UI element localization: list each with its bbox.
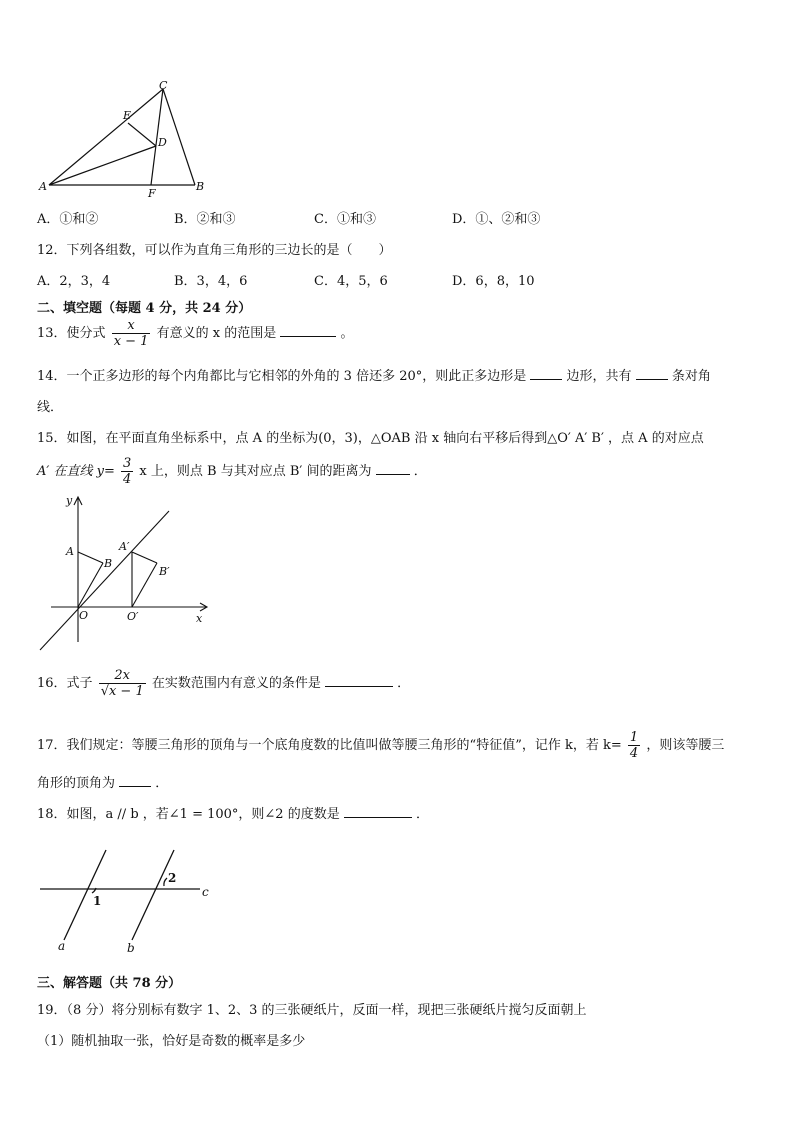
q18-text: 18．如图，a // b ，若∠1 = 100°，则∠2 的度数是 [37, 807, 340, 822]
question-18 [37, 803, 429, 822]
q17-answer-blank[interactable] [119, 786, 151, 787]
q16-answer-blank[interactable] [325, 686, 393, 687]
point-label-B: B [104, 557, 113, 570]
q17-denominator: 4 [629, 746, 639, 761]
q16-fraction [99, 668, 146, 699]
label-B: B [196, 180, 205, 193]
q19-stem: 19．（8 分）将分别标有数字 1、2、3 的三张硬纸片，反面一样，现把三张硬纸片搅匀反面朝上 [37, 1003, 587, 1018]
q14-line2: 线． [37, 400, 64, 415]
q16-numerator: 2x [114, 668, 131, 683]
q15-fraction [121, 456, 133, 487]
label-A: A [39, 180, 47, 193]
q13-answer-blank[interactable] [280, 336, 336, 337]
q13-pre: 13．使分式 [37, 326, 106, 341]
line-label-c: c [202, 885, 209, 899]
q13-post: 有意义的 x 的范围是 [156, 326, 277, 341]
q15-denominator: 4 [122, 472, 132, 487]
q11-option-b[interactable]: B．②和③ [174, 212, 236, 227]
q19-part1: （1）随机抽取一张，恰好是奇数的概率是多少 [37, 1034, 306, 1049]
question-17 [37, 730, 724, 761]
axis-label-y: y [66, 494, 73, 507]
q13-fraction [112, 318, 151, 349]
coordinate-figure [36, 492, 216, 654]
q11-option-d[interactable]: D．①、②和③ [452, 212, 541, 227]
question-17-line2 [37, 772, 168, 791]
label-C: C [159, 79, 168, 92]
axis-label-x: x [196, 612, 203, 625]
q14-text-a: 14．一个正多边形的每个内角都比与它相邻的外角的 3 倍还多 20°，则此正多边形是 [37, 369, 527, 384]
q18-end: ． [415, 807, 429, 822]
q15-text-a: A′ 在直线 y= [37, 464, 115, 479]
q15-end: ． [413, 464, 427, 479]
q14-blank-1[interactable] [530, 379, 562, 380]
angle-label-2: 2 [168, 871, 177, 885]
point-label-A: A [66, 545, 74, 558]
q12-option-c[interactable]: C．4，5，6 [314, 274, 388, 289]
q11-option-c[interactable]: C．①和③ [314, 212, 376, 227]
section-answer-heading: 三、解答题（共 78 分） [37, 976, 182, 991]
q16-end: ． [397, 676, 411, 691]
q17-fraction [628, 730, 640, 761]
label-F: F [148, 187, 156, 200]
q17-text-b: ，则该等腰三 [646, 738, 725, 753]
q12-stem: 12．下列各组数，可以作为直角三角形的三边长的是（ ） [37, 243, 392, 258]
angle-label-1: 1 [93, 894, 102, 908]
point-label-A-prime: A′ [119, 540, 130, 553]
label-E: E [123, 109, 132, 122]
q13-end: 。 [340, 326, 354, 341]
q15-numerator: 3 [122, 456, 132, 471]
point-label-B-prime: B′ [159, 565, 170, 578]
q11-option-a[interactable]: A．①和② [37, 212, 99, 227]
triangle-figure [35, 78, 215, 200]
q14-text-c: 条对角 [671, 369, 711, 384]
q14-text-b: 边形，共有 [566, 369, 632, 384]
label-D: D [158, 136, 167, 149]
q17-numerator: 1 [629, 730, 639, 745]
q13-denominator: x − 1 [113, 334, 149, 349]
section-fill-in-heading: 二、填空题（每题 4 分，共 24 分） [37, 301, 252, 316]
q13-numerator: x [127, 318, 135, 333]
q15-line1: 15．如图，在平面直角坐标系中，点 A 的坐标为(0，3)，△OAB 沿 x 轴向右平移后得到△O′ A′ B′ ，点 A 的对应点 [37, 431, 704, 446]
q16-denominator: √x − 1 [100, 684, 144, 699]
q12-option-d[interactable]: D．6，8，10 [452, 274, 535, 289]
question-13 [37, 318, 354, 349]
q15-answer-blank[interactable] [376, 474, 410, 475]
q16-post: 在实数范围内有意义的条件是 [151, 676, 321, 691]
q17-end: ． [155, 776, 169, 791]
point-label-O: O [79, 609, 89, 622]
line-label-b: b [127, 941, 135, 955]
point-label-O-prime: O′ [127, 610, 139, 623]
q17-text-a: 17．我们规定：等腰三角形的顶角与一个底角度数的比值叫做等腰三角形的“特征值”，记作 k，若 k= [37, 738, 622, 753]
line-label-a: a [58, 939, 66, 953]
parallel-lines-figure [36, 842, 222, 958]
q12-option-b[interactable]: B．3，4，6 [174, 274, 248, 289]
question-16 [37, 668, 410, 699]
q17-line2-text: 角形的顶角为 [37, 776, 116, 791]
q16-pre: 16．式子 [37, 676, 93, 691]
q14-blank-2[interactable] [636, 379, 668, 380]
q12-option-a[interactable]: A．2，3，4 [37, 274, 111, 289]
question-15-line2 [37, 456, 427, 487]
question-14 [37, 365, 711, 384]
q18-answer-blank[interactable] [344, 817, 412, 818]
q15-text-b: x 上，则点 B 与其对应点 B′ 间的距离为 [139, 464, 372, 479]
